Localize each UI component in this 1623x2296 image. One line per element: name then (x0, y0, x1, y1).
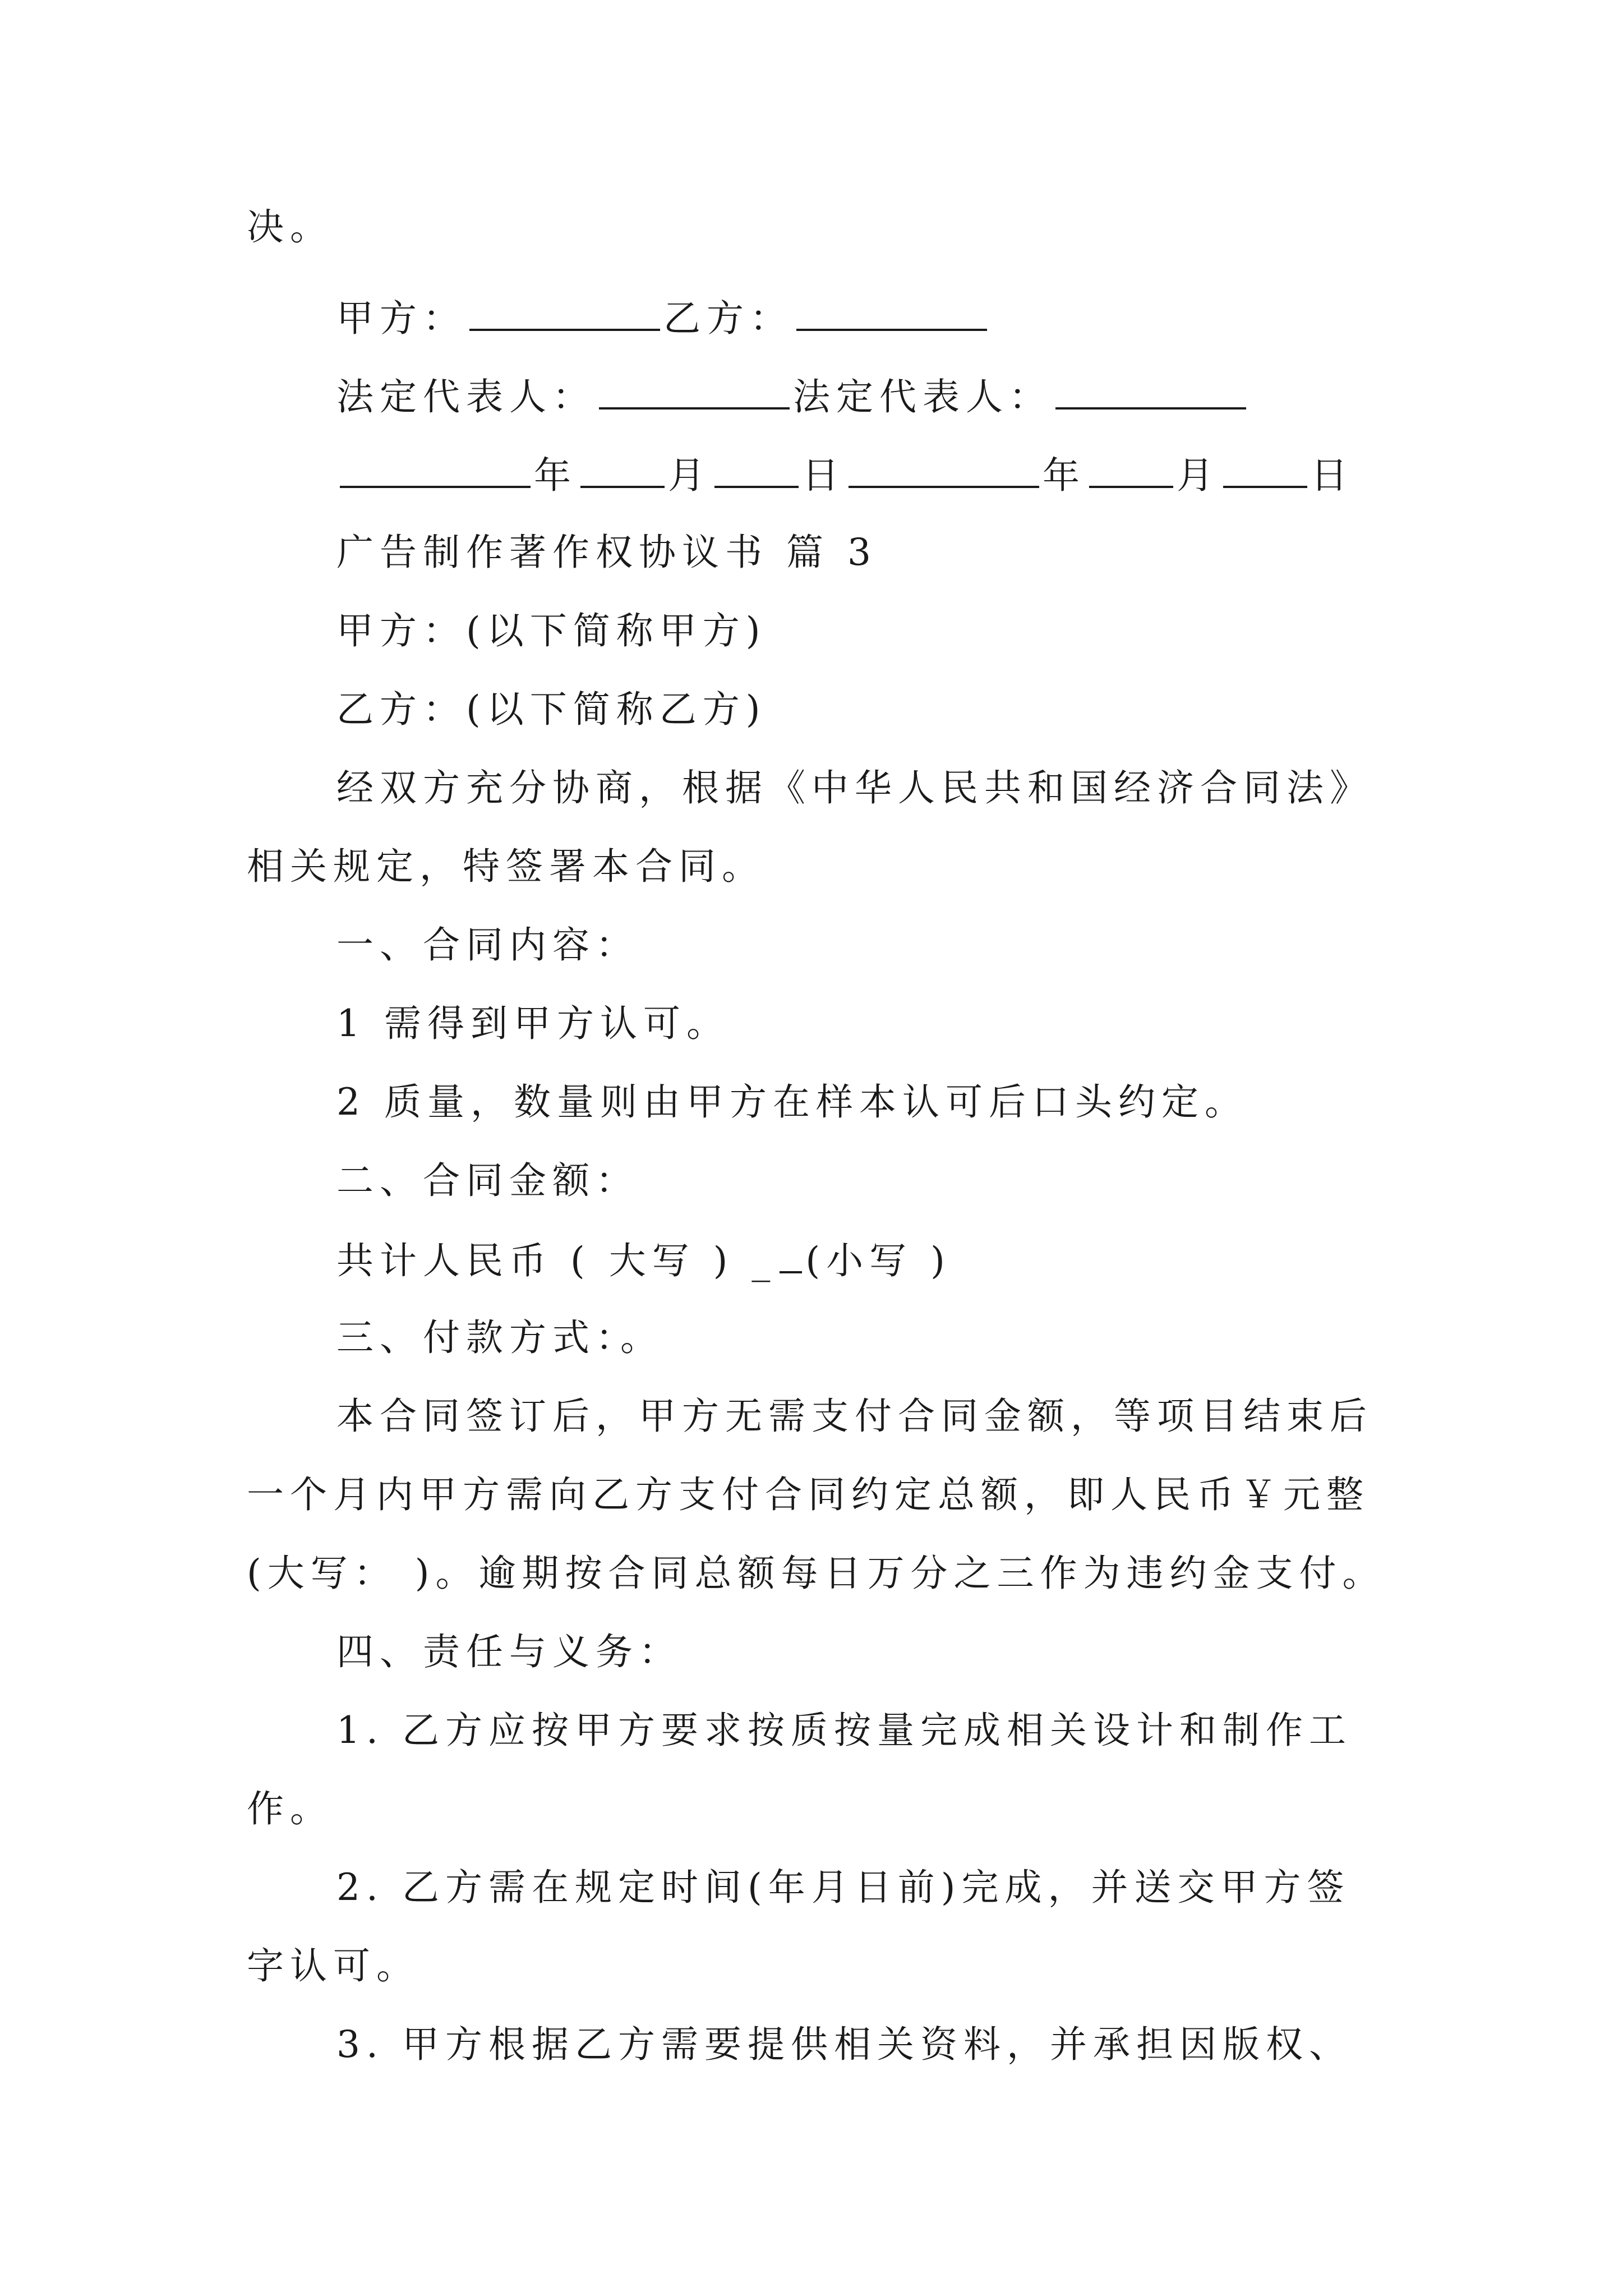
text-line: 一个月内甲方需向乙方支付合同约定总额，即人民币￥元整 (247, 1473, 1370, 1516)
text-line: 二、合同金额： (336, 1159, 639, 1202)
text-line: 本合同签订后，甲方无需支付合同金额，等项目结束后 (336, 1395, 1373, 1438)
text-line: 一、合同内容： (336, 923, 639, 967)
amount-blank (780, 1234, 802, 1273)
month-a-blank (580, 449, 665, 488)
day-b-blank (1223, 449, 1307, 488)
day-a-label: 日 (802, 454, 845, 497)
year-b-label: 年 (1043, 454, 1086, 497)
day-a-blank (714, 449, 799, 488)
text-line: 甲方：(以下简称甲方) (336, 609, 767, 652)
signature-rep-line (336, 370, 1249, 421)
text-line: 3. 甲方根据乙方需要提供相关资料，并承担因版权、 (336, 2023, 1352, 2066)
text-line: 作。 (247, 1787, 333, 1830)
party-b-blank (796, 292, 987, 331)
year-b-blank (849, 449, 1039, 488)
signature-parties-line (336, 292, 990, 342)
text-line: 乙方：(以下简称乙方) (336, 688, 767, 731)
text-line: 1 需得到甲方认可。 (336, 1002, 730, 1045)
month-a-label: 月 (668, 454, 711, 497)
text-line: (大写： )。逾期按合同总额每日万分之三作为违约金支付。 (247, 1552, 1386, 1595)
year-a-label: 年 (534, 454, 577, 497)
month-b-blank (1089, 449, 1173, 488)
rep-a-label: 法定代表人： (336, 375, 596, 418)
text-line: 决。 (247, 205, 333, 249)
rep-a-blank (599, 370, 790, 409)
month-b-label: 月 (1177, 454, 1220, 497)
amount-line (336, 1234, 951, 1285)
text-line: 1. 乙方应按甲方要求按质按量完成相关设计和制作工 (336, 1709, 1352, 1752)
amount-prefix: 共计人民币 ( 大写 ) _ (336, 1239, 777, 1282)
amount-suffix: (小写 ) (805, 1239, 951, 1282)
text-line: 2 质量，数量则由甲方在样本认可后口头约定。 (336, 1080, 1248, 1124)
party-a-label: 甲方： (336, 297, 466, 340)
text-line: 四、责任与义务： (336, 1630, 682, 1673)
rep-b-label: 法定代表人： (793, 375, 1052, 418)
text-line: 相关规定，特签署本合同。 (247, 845, 765, 888)
text-line: 字认可。 (247, 1944, 419, 1987)
party-a-blank (469, 292, 660, 331)
year-a-blank (340, 449, 531, 488)
rep-b-blank (1055, 370, 1246, 409)
party-b-label: 乙方： (663, 297, 793, 340)
text-line: 2. 乙方需在规定时间(年月日前)完成，并送交甲方签 (336, 1866, 1350, 1909)
text-line: 经双方充分协商，根据《中华人民共和国经济合同法》 (336, 766, 1373, 809)
day-b-label: 日 (1311, 454, 1354, 497)
signature-date-line (336, 449, 1354, 499)
text-line: 三、付款方式：。 (336, 1316, 663, 1359)
section-title: 广告制作著作权协议书 篇 3 (336, 531, 877, 574)
